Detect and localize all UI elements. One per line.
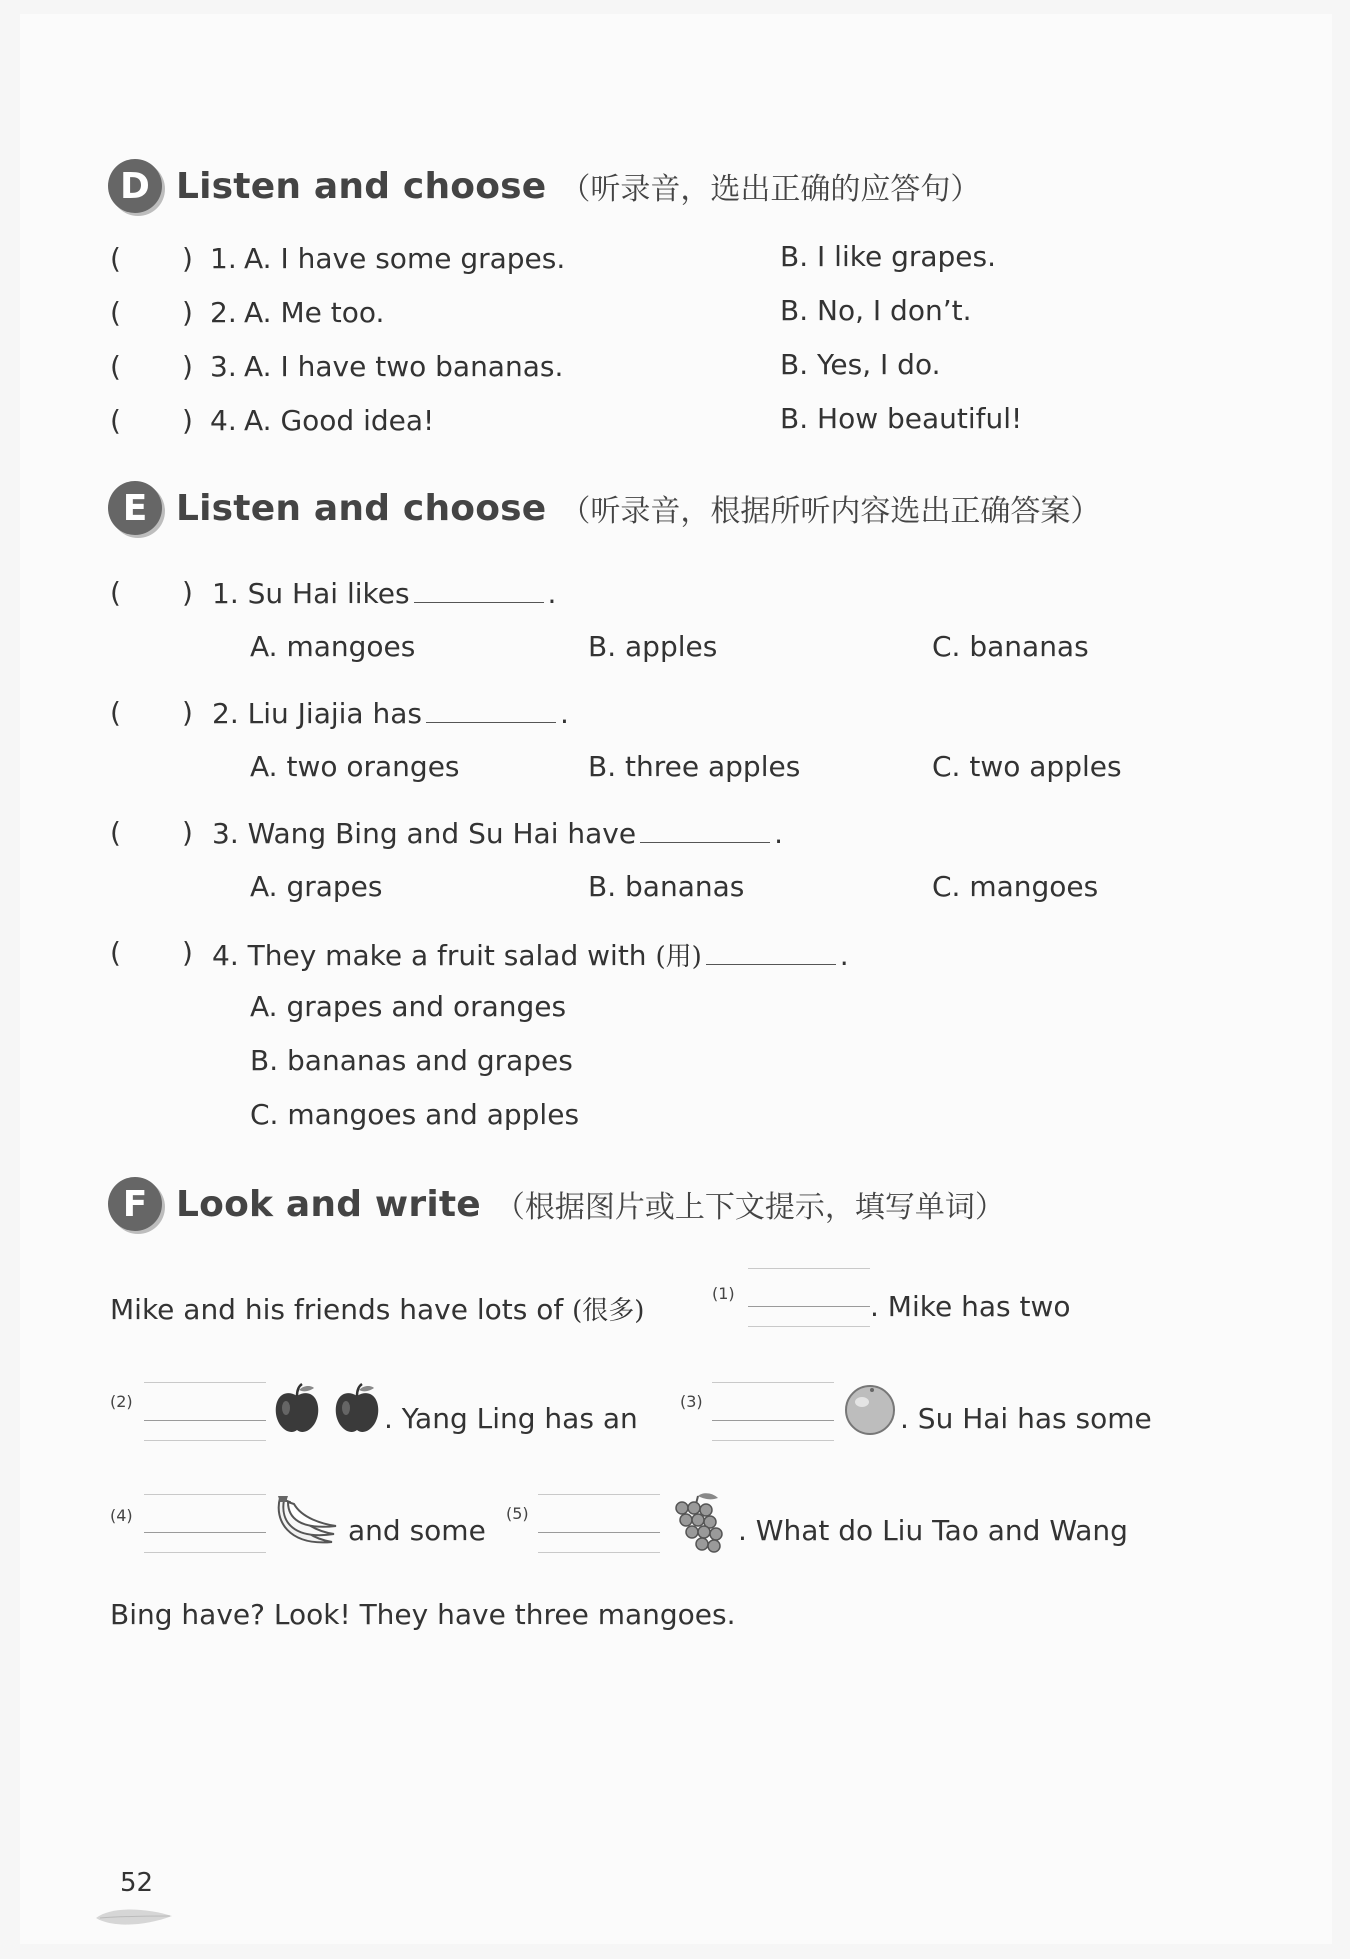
question-stem: 1. Su Hai likes . — [212, 577, 557, 610]
option-a: A. Me too. — [244, 296, 385, 329]
answer-paren-left[interactable]: ( — [110, 576, 121, 609]
passage-line-4: Bing have? Look! They have three mangoes. — [110, 1598, 736, 1631]
answer-paren-left[interactable]: ( — [110, 936, 121, 969]
passage-line-2b: . Su Hai has some — [900, 1402, 1152, 1435]
section-e-header — [108, 478, 1100, 538]
option-c: C. two apples — [932, 750, 1122, 783]
answer-paren-left[interactable]: ( — [110, 242, 121, 275]
section-e-badge: E — [108, 481, 162, 535]
question-stem: 2. Liu Jiajia has . — [212, 697, 569, 730]
option-b: B. bananas and grapes — [250, 1044, 573, 1077]
section-f-instruction: （根据图片或上下文提示，填写单词） — [494, 1190, 1005, 1225]
passage-line-3b: . What do Liu Tao and Wang — [738, 1514, 1128, 1547]
option-a: A. two oranges — [250, 750, 460, 783]
section-f-title: Look and write — [176, 1183, 481, 1225]
option-a: A. mangoes — [250, 630, 416, 663]
writing-blank-2[interactable] — [144, 1382, 266, 1440]
banana-icon — [270, 1494, 340, 1556]
section-d-header — [108, 156, 980, 216]
item-number: 4. — [210, 404, 237, 437]
question-stem: 4. They make a fruit salad with (用) . — [212, 939, 849, 972]
passage-line-2a: . Yang Ling has an — [384, 1402, 638, 1435]
answer-blank[interactable] — [426, 696, 556, 723]
writing-blank-4[interactable] — [144, 1494, 266, 1552]
option-c: C. mangoes and apples — [250, 1098, 580, 1131]
option-a: A. grapes and oranges — [250, 990, 567, 1023]
answer-blank[interactable] — [640, 816, 770, 843]
option-b: B. apples — [588, 630, 718, 663]
option-c: C. mangoes — [932, 870, 1099, 903]
writing-blank-3[interactable] — [712, 1382, 834, 1440]
option-c: C. bananas — [932, 630, 1089, 663]
leaf-decoration-icon — [94, 1906, 174, 1928]
section-d-badge: D — [108, 159, 162, 213]
answer-paren-left[interactable]: ( — [110, 296, 121, 329]
item-number: 3. — [210, 350, 237, 383]
answer-paren-right: ) — [182, 576, 193, 609]
writing-blank-1[interactable] — [748, 1268, 870, 1326]
answer-paren-right: ) — [182, 296, 193, 329]
option-b: B. No, I don’t. — [780, 294, 972, 327]
item-number: 2. — [210, 296, 237, 329]
answer-paren-left[interactable]: ( — [110, 816, 121, 849]
answer-paren-right: ) — [182, 350, 193, 383]
writing-blank-5[interactable] — [538, 1494, 660, 1552]
answer-paren-left[interactable]: ( — [110, 404, 121, 437]
answer-paren-right: ) — [182, 242, 193, 275]
option-b: B. How beautiful! — [780, 402, 1023, 435]
option-a: A. I have two bananas. — [244, 350, 564, 383]
answer-paren-left[interactable]: ( — [110, 350, 121, 383]
section-e-title: Listen and choose — [176, 487, 547, 529]
blank-number-4: (4) — [110, 1506, 133, 1525]
option-a: A. Good idea! — [244, 404, 435, 437]
answer-blank[interactable] — [706, 938, 836, 965]
option-a: A. I have some grapes. — [244, 242, 566, 275]
option-a: A. grapes — [250, 870, 383, 903]
passage-line-1a: Mike and his friends have lots of (很多) — [110, 1293, 645, 1326]
apple-icon — [332, 1382, 382, 1436]
item-number: 1. — [210, 242, 237, 275]
blank-number-5: (5) — [506, 1504, 529, 1523]
passage-line-3a: and some — [348, 1514, 486, 1547]
answer-paren-right: ) — [182, 696, 193, 729]
blank-number-3: (3) — [680, 1392, 703, 1411]
section-f-header — [108, 1174, 1005, 1234]
section-d-instruction: （听录音，选出正确的应答句） — [560, 172, 981, 207]
grapes-icon — [668, 1490, 734, 1556]
section-f-badge: F — [108, 1177, 162, 1231]
answer-blank[interactable] — [414, 576, 544, 603]
blank-number-2: (2) — [110, 1392, 133, 1411]
option-b: B. Yes, I do. — [780, 348, 941, 381]
question-stem: 3. Wang Bing and Su Hai have . — [212, 817, 784, 850]
section-d-title: Listen and choose — [176, 165, 547, 207]
apple-icon — [272, 1382, 322, 1436]
section-e-instruction: （听录音，根据所听内容选出正确答案） — [560, 494, 1101, 529]
option-b: B. I like grapes. — [780, 240, 997, 273]
page-number: 52 — [120, 1868, 154, 1898]
answer-paren-right: ) — [182, 816, 193, 849]
blank-number-1: (1) — [712, 1284, 735, 1303]
option-b: B. three apples — [588, 750, 801, 783]
answer-paren-left[interactable]: ( — [110, 696, 121, 729]
passage-line-1b: . Mike has two — [870, 1290, 1071, 1323]
answer-paren-right: ) — [182, 404, 193, 437]
orange-icon — [842, 1382, 898, 1436]
option-b: B. bananas — [588, 870, 745, 903]
answer-paren-right: ) — [182, 936, 193, 969]
